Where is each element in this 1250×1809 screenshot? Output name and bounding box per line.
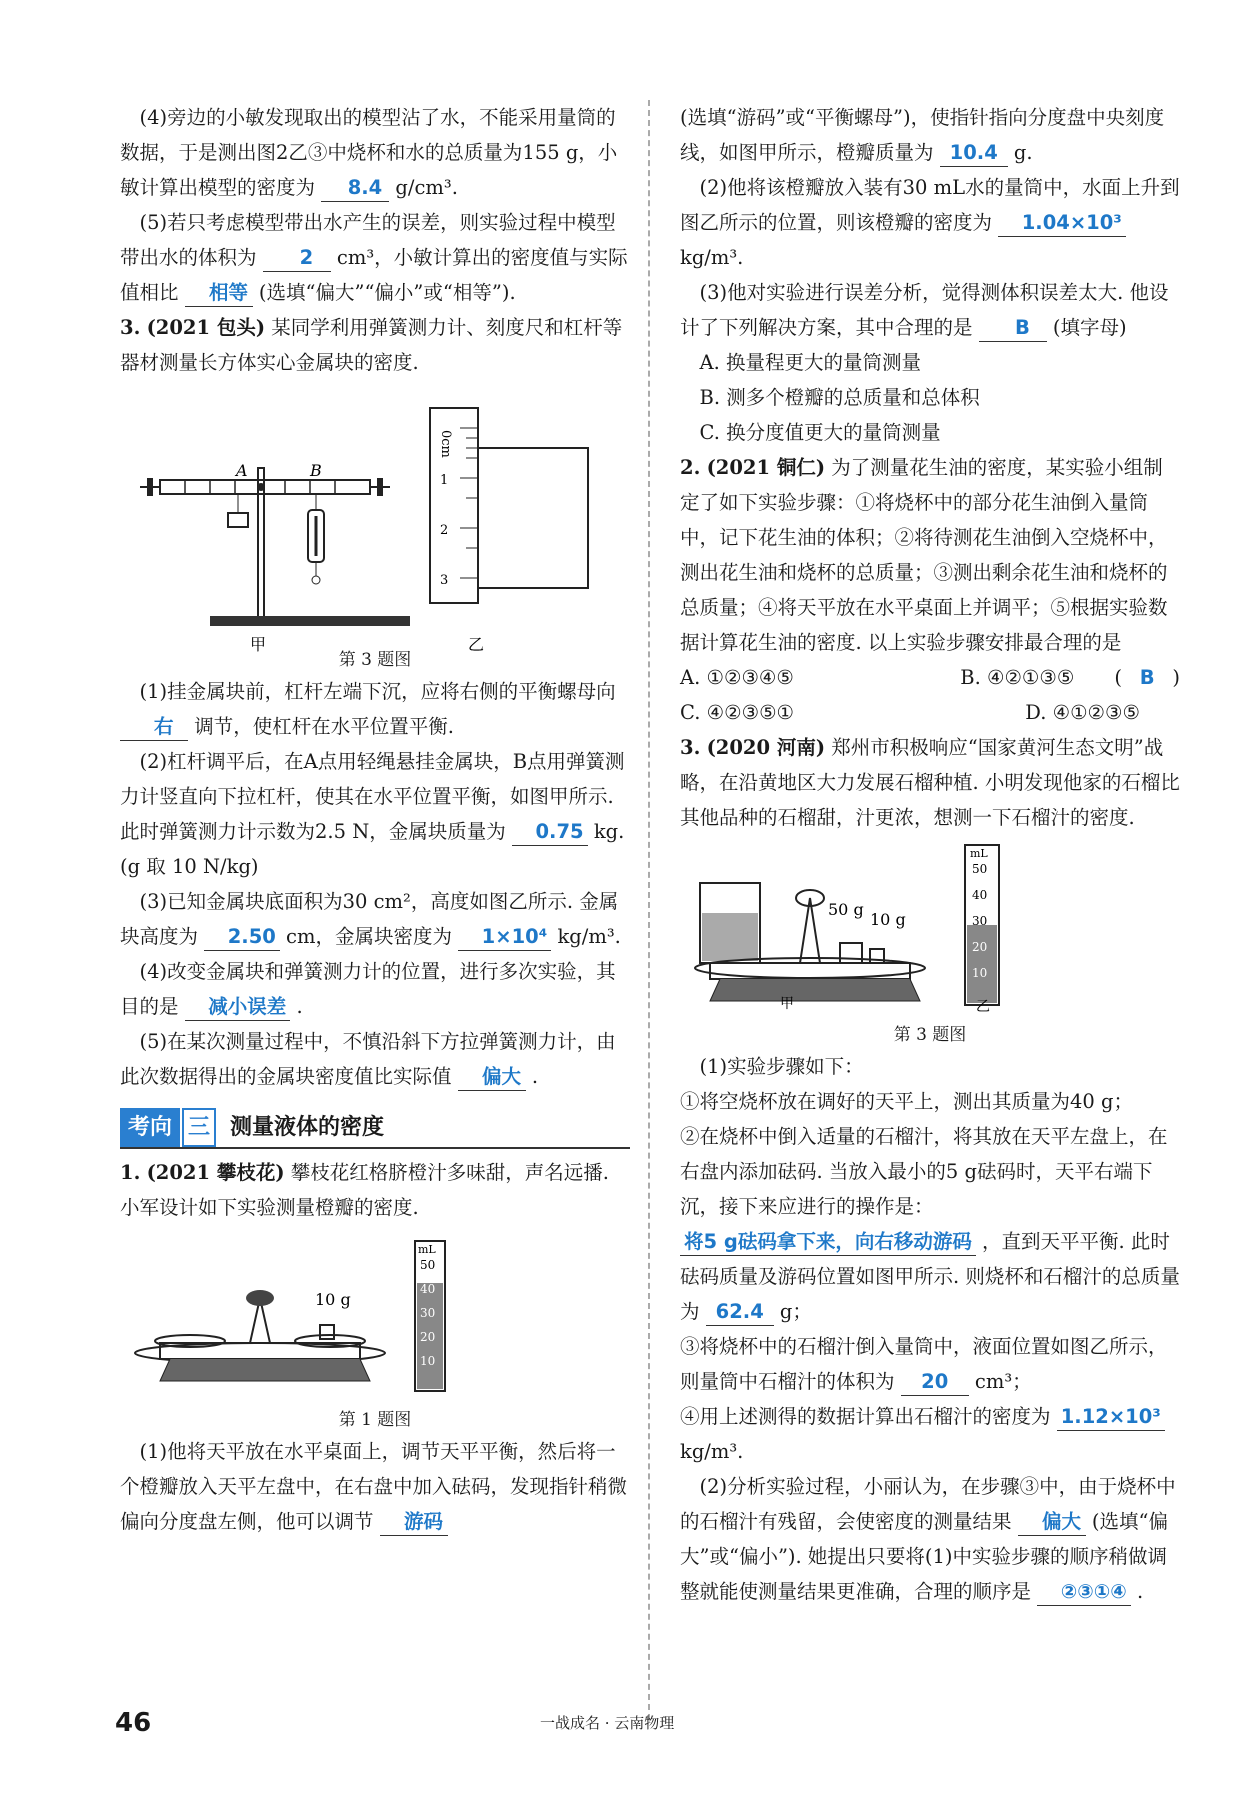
- option-b: B. 测多个橙瓣的总质量和总体积: [699, 386, 980, 409]
- question-3: 3. (2020 河南) 郑州市积极响应“国家黄河生态文明”战略，在沿黄地区大力发展石榴种植. 小明发现他家的石榴比其他品种的石榴甜，汁更浓，想测一下石榴汁的密度.: [680, 736, 1180, 829]
- section-header: [120, 1108, 630, 1149]
- option-c: C. 换分度值更大的量筒测量: [699, 421, 941, 444]
- answer-blank: 10.4: [940, 140, 1008, 167]
- left-column: [120, 100, 630, 1539]
- column-divider: [648, 100, 650, 1720]
- ruler-tick-3: 3: [440, 573, 449, 588]
- q3-step4: ④用上述测得的数据计算出石榴汁的密度为 1.12×10³ kg/m³.: [680, 1399, 1180, 1469]
- question-2: 2. (2021 铜仁) 为了测量花生油的密度，某实验小组制定了如下实验步骤：①将烧杯中的部分花生油倒入量筒中，记下花生油的体积；②将待测花生油倒入空烧杯中，测出花生油和烧杯的总质量；③测出剩余花生油和烧杯的总质量；④将天平放在水平桌面上并调平；⑤根据实验数据计算花生油的密度. 以上实验步骤安排最合理的是 ( B ): [680, 456, 1180, 689]
- figure-caption: 第 3 题图: [338, 650, 412, 670]
- answer-blank: 右: [120, 714, 188, 741]
- q1-3: (3)他对实验进行误差分析，觉得测体积误差太大. 他设计了下列解决方案，其中合理的是 B (填字母): [680, 275, 1180, 345]
- figure-balance-cylinder: [120, 1233, 630, 1398]
- weight-label: 10 g: [315, 1290, 351, 1309]
- q2-5: (5)若只考虑模型带出水产生的误差，则实验过程中模型带出水的体积为 2 cm³，小敏计算出的密度值与实际值相比 相等 (选填“偏大”“偏小”或“相等”).: [120, 205, 630, 310]
- page-number: 46: [115, 1708, 152, 1738]
- answer-blank: 62.4: [706, 1299, 774, 1326]
- fig-label-jia: 甲: [250, 635, 267, 654]
- answer-blank: 偏大: [458, 1064, 526, 1091]
- option-c: C. ④②③⑤①: [680, 701, 795, 724]
- section-tag: 考向: [120, 1108, 180, 1147]
- answer-blank: 0.75: [512, 819, 588, 846]
- cylinder-ml-label: mL: [418, 1243, 436, 1256]
- balance-cylinder-illustration: [120, 1233, 630, 1398]
- q3-5: (5)在某次测量过程中，不慎沿斜下方拉弹簧测力计，由此次数据得出的金属块密度值比实际值 偏大 .: [120, 1024, 630, 1094]
- q3-1: (1)实验步骤如下：: [699, 1055, 864, 1078]
- answer-blank: 将5 g砝码拿下来，向右移动游码: [680, 1229, 976, 1256]
- option-b: B. ④②①③⑤: [960, 666, 1075, 689]
- book-title: 一战成名 · 云南物理: [540, 1714, 675, 1732]
- q3-3: (3)已知金属块底面积为30 cm²，高度如图乙所示. 金属块高度为 2.50 cm，金属块密度为 1×10⁴ kg/m³.: [120, 884, 630, 954]
- cylinder-tick-40: 40: [972, 888, 988, 902]
- balance-cylinder-illustration: [680, 843, 1180, 1013]
- q3-step2: ②在烧杯中倒入适量的石榴汁，将其放在天平左盘上，在右盘内添加砝码. 当放入最小的5 g砝码时，天平右端下沉，接下来应进行的操作是： 将5 g砝码拿下来，向右移动游码 ，直到天平平衡. 此时砝码质量及游码位置如图甲所示. 则烧杯和石榴汁的总质量为 62.4 g；: [680, 1119, 1180, 1329]
- options-row: [680, 660, 1114, 695]
- answer-blank: 8.4: [321, 175, 389, 202]
- fig-label-yi: 乙: [468, 635, 485, 654]
- weight-50g-label: 50 g: [828, 900, 864, 919]
- question-3: 3. (2021 包头) 某同学利用弹簧测力计、刻度尺和杠杆等器材测量长方体实心金属块的密度.: [120, 316, 623, 374]
- answer-blank: 1.04×10³: [998, 210, 1126, 237]
- answer-blank: B: [979, 315, 1047, 342]
- answer-blank: 2.50: [204, 924, 280, 951]
- answer-blank: 20: [901, 1369, 969, 1396]
- ruler-tick-2: 2: [440, 523, 449, 538]
- q1-2: (2)他将该橙瓣放入装有30 mL水的量筒中，水面上升到图乙所示的位置，则该橙瓣的密度为 1.04×10³ kg/m³.: [680, 176, 1180, 269]
- ruler-tick-1: 1: [440, 473, 449, 488]
- answer-blank: 2: [263, 245, 331, 272]
- cylinder-tick-30: 30: [972, 914, 988, 928]
- cylinder-tick-40: 40: [420, 1282, 436, 1296]
- fig-label-jia: 甲: [780, 996, 794, 1012]
- fig-label-yi: 乙: [976, 999, 990, 1015]
- weight-10g-label: 10 g: [870, 910, 906, 929]
- right-column: [680, 100, 1180, 1609]
- answer-blank: 1×10⁴: [458, 924, 551, 951]
- option-a: A. ①②③④⑤: [680, 666, 794, 689]
- point-b-label: B: [310, 461, 322, 480]
- answer-blank: 游码: [380, 1509, 448, 1536]
- ruler-cm-label: 0cm: [438, 430, 453, 458]
- q3-2: (2)杠杆调平后，在A点用轻绳悬挂金属块，B点用弹簧测力计竖直向下拉杠杆，使其在水平位置平衡，如图甲所示. 此时弹簧测力计示数为2.5 N，金属块质量为 0.75 kg. (g 取 10 N/kg): [120, 750, 625, 878]
- cylinder-tick-50: 50: [972, 862, 988, 876]
- figure-balance-cylinder-2: [680, 843, 1180, 1013]
- option-d: D. ④①②③⑤: [1025, 701, 1140, 724]
- section-number: 三: [182, 1108, 216, 1147]
- q2-4: (4)旁边的小敏发现取出的模型沾了水，不能采用量筒的数据，于是测出图2乙③中烧杯和水的总质量为155 g，小敏计算出模型的密度为 8.4 g/cm³.: [120, 100, 630, 205]
- q3-2: (2)分析实验过程，小丽认为，在步骤③中，由于烧杯中的石榴汁有残留，会使密度的测量结果 偏大 (选填“偏大”或“偏小”). 她提出只要将(1)中实验步骤的顺序稍做调整就能使测量结果更准确，合理的顺序是 ②③①④ .: [680, 1469, 1180, 1609]
- cylinder-tick-20: 20: [420, 1330, 436, 1344]
- q3-step3: ③将烧杯中的石榴汁倒入量筒中，液面位置如图乙所示，则量筒中石榴汁的体积为 20 cm³；: [680, 1329, 1180, 1399]
- answer-blank: 减小误差: [185, 994, 291, 1021]
- point-a-label: A: [236, 461, 248, 480]
- answer-blank: 1.12×10³: [1057, 1404, 1165, 1431]
- lever-ruler-illustration: [120, 388, 630, 654]
- section-title: 测量液体的密度: [230, 1115, 385, 1140]
- answer-choice: B: [1139, 666, 1155, 689]
- q1-1-cont: (选填“游码”或“平衡螺母”)，使指针指向分度盘中央刻度线，如图甲所示，橙瓣质量为 10.4 g.: [680, 100, 1180, 170]
- q3-step1: ①将空烧杯放在调好的天平上，测出其质量为40 g；: [680, 1090, 1133, 1113]
- figure-caption: 第 3 题图: [893, 1025, 967, 1045]
- cylinder-tick-10: 10: [420, 1354, 436, 1368]
- q1-1: (1)他将天平放在水平桌面上，调节天平平衡，然后将一个橙瓣放入天平左盘中，在右盘中加入砝码，发现指针稍微偏向分度盘左侧，他可以调节 游码: [120, 1434, 630, 1539]
- option-a: A. 换量程更大的量筒测量: [699, 351, 921, 374]
- options-row: [680, 695, 1180, 730]
- figure-lever-ruler: [120, 388, 630, 654]
- answer-blank: 偏大: [1018, 1509, 1086, 1536]
- q3-4: (4)改变金属块和弹簧测力计的位置，进行多次实验，其目的是 减小误差 .: [120, 954, 630, 1024]
- answer-blank: ②③①④: [1037, 1579, 1131, 1606]
- answer-blank: 相等: [185, 280, 253, 307]
- cylinder-tick-10: 10: [972, 966, 988, 980]
- q3-1: (1)挂金属块前，杠杆左端下沉，应将右侧的平衡螺母向 右 调节，使杠杆在水平位置平衡.: [120, 674, 630, 744]
- cylinder-tick-30: 30: [420, 1306, 436, 1320]
- figure-caption: 第 1 题图: [338, 1410, 412, 1430]
- cylinder-tick-50: 50: [420, 1258, 436, 1272]
- question-1: 1. (2021 攀枝花) 攀枝花红格脐橙汁多味甜，声名远播. 小军设计如下实验测量橙瓣的密度.: [120, 1161, 609, 1219]
- cylinder-tick-20: 20: [972, 940, 988, 954]
- cylinder-ml-label: mL: [970, 847, 988, 860]
